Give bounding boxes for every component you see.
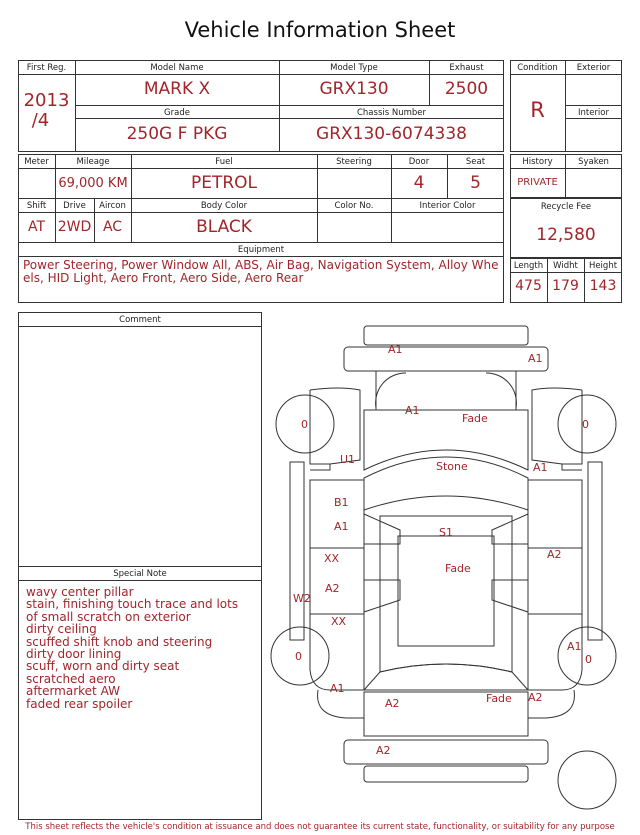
steering-label: Steering	[336, 157, 372, 167]
chassis-label: Chassis Number	[356, 108, 427, 118]
damage-mark: A2	[528, 691, 543, 704]
width-value: 179	[552, 278, 579, 294]
damage-mark: W2	[293, 592, 311, 605]
color-no-label: Color No.	[334, 201, 374, 211]
model-type-label: Model Type	[330, 63, 378, 73]
special-note-label: Special Note	[113, 569, 167, 579]
shift-label: Shift	[26, 201, 47, 211]
drive-label: Drive	[63, 201, 86, 211]
wheel-rear-right-mark: 0	[585, 653, 592, 666]
damage-mark: A1	[528, 352, 543, 365]
fuel-label: Fuel	[215, 157, 233, 167]
damage-mark: A1	[388, 343, 403, 356]
height-label: Height	[588, 261, 618, 271]
chassis-value: GRX130-6074338	[316, 124, 467, 144]
first-reg-year: 2013	[23, 90, 70, 111]
recycle-fee-value: 12,580	[536, 225, 596, 245]
interior-color-label: Interior Color	[419, 201, 476, 211]
history-label: History	[522, 157, 553, 167]
exhaust-value: 2500	[444, 79, 489, 99]
model-type-value: GRX130	[319, 79, 389, 99]
seat-value: 5	[470, 173, 481, 193]
meter-label: Meter	[24, 157, 49, 167]
list-item: of small scratch on exterior	[26, 609, 191, 624]
model-name-value: MARK X	[143, 79, 211, 99]
grade-value: 250G F PKG	[126, 124, 228, 144]
drive-value: 2WD	[57, 219, 92, 235]
damage-mark: Fade	[445, 562, 471, 575]
damage-mark: A2	[385, 697, 400, 710]
list-item: stain, finishing touch trace and lots	[26, 597, 239, 612]
list-item: dirty door lining	[26, 647, 122, 662]
aircon-label: Aircon	[99, 201, 126, 211]
equipment-label: Equipment	[237, 245, 285, 255]
history-value: PRIVATE	[517, 177, 558, 188]
damage-mark: B1	[334, 496, 349, 509]
model-name-label: Model Name	[150, 63, 204, 73]
length-label: Length	[513, 261, 544, 271]
first-reg-month: /4	[31, 110, 50, 131]
wheel-rear-left-mark: 0	[295, 650, 302, 663]
wheel-front-left-mark: 0	[301, 418, 308, 431]
comment-label: Comment	[119, 315, 161, 325]
damage-mark: XX	[324, 552, 340, 565]
damage-mark: Stone	[436, 460, 468, 473]
spare-wheel	[558, 751, 616, 809]
wheel-front-right-mark: 0	[582, 418, 589, 431]
grade-label: Grade	[164, 108, 190, 118]
damage-mark: A2	[325, 582, 340, 595]
damage-mark: XX	[331, 615, 347, 628]
body-color-value: BLACK	[196, 217, 252, 237]
exhaust-label: Exhaust	[449, 63, 484, 73]
list-item: scratched aero	[26, 671, 116, 686]
damage-mark: A1	[567, 640, 582, 653]
list-item: dirty ceiling	[26, 622, 97, 637]
damage-mark: A2	[547, 548, 562, 561]
condition-label: Condition	[517, 63, 558, 73]
damage-mark: Fade	[462, 412, 488, 425]
height-value: 143	[589, 278, 617, 294]
exterior-label: Exterior	[576, 63, 611, 73]
fuel-value: PETROL	[190, 173, 258, 193]
damage-mark: A1	[533, 461, 548, 474]
width-label: Widht	[553, 261, 578, 271]
recycle-fee-label: Recycle Fee	[540, 202, 592, 212]
syaken-label: Syaken	[578, 157, 609, 167]
damage-mark: A2	[376, 744, 391, 757]
mileage-label: Mileage	[76, 157, 110, 167]
damage-mark: U1	[340, 453, 356, 466]
mileage-value: 69,000 KM	[58, 176, 128, 191]
list-item: wavy center pillar	[26, 585, 134, 599]
damage-mark: A1	[330, 682, 345, 695]
list-item: scuff, worn and dirty seat	[26, 659, 180, 674]
body-color-label: Body Color	[200, 201, 248, 211]
seat-label: Seat	[465, 157, 486, 167]
list-item: scuffed shift knob and steering	[26, 634, 213, 649]
damage-mark: A1	[405, 404, 420, 417]
condition-value: R	[530, 98, 545, 122]
footer-disclaimer: This sheet reflects the vehicle's condition at issuance and does not guarantee its current state, functionality, or suitability for any purpose	[25, 822, 615, 832]
door-label: Door	[408, 157, 430, 167]
damage-mark: Fade	[486, 692, 512, 705]
shift-value: AT	[27, 219, 46, 235]
damage-mark: S1	[439, 526, 453, 539]
damage-mark: A1	[334, 520, 349, 533]
page-title: Vehicle Information Sheet	[184, 18, 456, 42]
list-item: faded rear spoiler	[26, 696, 133, 711]
length-value: 475	[515, 278, 542, 294]
equipment-value: Power Steering, Power Window All, ABS, Air Bag, Navigation System, Alloy Wheels, HID Light, Aero Front, Aero Side, Aero Rear	[23, 258, 499, 285]
first-reg-label: First Reg.	[26, 63, 67, 73]
door-value: 4	[413, 173, 425, 193]
list-item: aftermarket AW	[26, 684, 120, 699]
interior-label: Interior	[577, 108, 609, 118]
aircon-value: AC	[102, 219, 123, 235]
